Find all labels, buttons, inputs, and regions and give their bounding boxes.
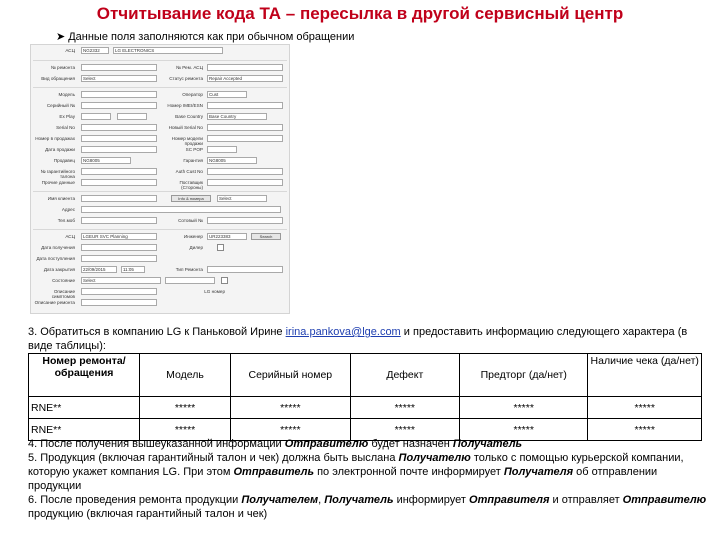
text-run: будет назначен (368, 438, 453, 450)
form-label: Описание ремонта (34, 300, 75, 305)
phone-type-select[interactable]: Select (217, 195, 267, 202)
paragraph-3-suffix: и предоставить информацию следующего характера (в виде таблицы): (28, 326, 688, 352)
form-label: SC POP (185, 147, 203, 152)
date-arrival-field[interactable] (81, 255, 157, 262)
search-button[interactable]: Search (251, 233, 281, 240)
form-row (31, 179, 289, 191)
form-label: Новый Serial No (168, 125, 203, 130)
divider (33, 191, 287, 192)
form-label: Дата поступления (36, 256, 75, 261)
form-label: Номер в продажах (35, 136, 75, 141)
new-serial-field[interactable] (207, 124, 283, 131)
form-label: № Рем. АСЦ (175, 65, 203, 70)
table-row (29, 397, 702, 419)
form-label: Serial No (56, 125, 75, 130)
role-receiver: Получателю (398, 452, 471, 464)
role-receiver: Получателя (503, 466, 574, 478)
form-label: Auth Cust No (175, 169, 203, 174)
table-cell: ***** (588, 419, 702, 441)
mobile-phone-field[interactable] (81, 217, 157, 224)
header-cell: Серийный номер (231, 354, 351, 397)
base-country-select[interactable]: Base Country (207, 113, 267, 120)
table-cell: RNE** (29, 419, 140, 441)
table-cell: ***** (459, 419, 587, 441)
time-field[interactable]: 11:05 (121, 266, 145, 273)
form-label: Тел.моб (57, 218, 75, 223)
header-cell: Модель (140, 354, 231, 397)
model-field[interactable] (81, 91, 157, 98)
state-select[interactable]: Select (81, 277, 161, 284)
lg-checkbox[interactable] (221, 277, 228, 284)
form-label: Инженер (183, 234, 203, 239)
form-label: Дата получения (41, 245, 75, 250)
visit-type-select[interactable]: Select (81, 75, 157, 82)
form-label: Описание симптомов (51, 289, 75, 299)
imei-field[interactable] (207, 102, 283, 109)
serial-no-field[interactable] (81, 124, 157, 131)
role-sender: Отправителя (469, 494, 550, 506)
form-label: Дата продажи (45, 147, 75, 152)
form-label: Состояние (52, 278, 75, 283)
role-sender: Отправитель (233, 466, 315, 478)
warranty-field[interactable]: NG8005 (207, 157, 257, 164)
role-sender: Отправителю (284, 438, 369, 450)
arrow-bullet-icon: ➤ (56, 31, 66, 43)
form-label: Статус ремонта (169, 76, 203, 81)
role-receiver: Получатель (324, 494, 394, 506)
date-received-field[interactable] (81, 244, 157, 251)
text-run: только с помощью курьерской компании, которую укажет компания LG. При этом (28, 452, 684, 478)
sale-model-field[interactable] (207, 135, 283, 142)
supplier-field[interactable] (207, 179, 283, 186)
paragraph-4 (28, 437, 708, 451)
form-label: Гарантия (183, 158, 203, 163)
header-cell: Дефект (350, 354, 459, 397)
form-row (31, 299, 289, 311)
sale-number-field[interactable] (81, 135, 157, 142)
header-cell: Наличие чека (да/нет) (588, 354, 702, 397)
form-label: Модель (58, 92, 75, 97)
form-label: Серийный № (46, 103, 75, 108)
header-cell: Номер ремонта/обращения (29, 354, 140, 397)
text-run: по электронной почте информирует (314, 466, 504, 478)
form-label: № ремонта (50, 65, 75, 70)
engineer-field[interactable]: UR223383 (207, 233, 247, 240)
text-run: и отправляет (549, 494, 623, 506)
text-run: 5. Продукция (включая гарантийный талон и чек) должна быть выслана (28, 452, 399, 464)
role-sender: Отправителю (622, 494, 707, 506)
serial-number-field[interactable] (81, 102, 157, 109)
ex-play-field[interactable] (81, 113, 111, 120)
form-label: Дилер (189, 245, 203, 250)
asc-select[interactable]: LGEUR SVC Planning (81, 233, 157, 240)
divider (33, 229, 287, 230)
auth-cust-field[interactable] (207, 168, 283, 175)
repair-status-select[interactable]: Repair Accepted (207, 75, 283, 82)
table-cell: RNE** (29, 397, 140, 419)
table-cell: ***** (350, 397, 459, 419)
slide-title: Отчитывание кода ТА – пересылка в другой сервисный центр (96, 4, 624, 23)
sc-pop-field[interactable] (207, 146, 237, 153)
repair-type-field[interactable] (207, 266, 283, 273)
text-run: информирует (393, 494, 470, 506)
address-field[interactable] (81, 206, 281, 213)
role-receiver: Получателем (241, 494, 319, 506)
divider (33, 60, 287, 61)
date-field[interactable]: 22/09/2015 (81, 266, 117, 273)
dealer-checkbox[interactable] (217, 244, 224, 251)
role-receiver: Получатель (452, 438, 523, 450)
state-extra-select[interactable] (165, 277, 215, 284)
form-label: Прочие данные (41, 180, 75, 185)
seller-field[interactable]: NG8005 (81, 157, 131, 164)
table-header-row (29, 354, 702, 397)
ex-play-extra-field[interactable] (117, 113, 147, 120)
asc-repair-number-field[interactable] (207, 64, 283, 71)
table-cell: ***** (350, 419, 459, 441)
symptoms-field[interactable] (81, 288, 157, 295)
email-link[interactable]: irina.pankova@lge.com (285, 326, 401, 338)
form-label: LG номер (204, 289, 225, 294)
operator-select[interactable]: Cust (207, 91, 247, 98)
text-run: , (318, 494, 325, 506)
instructions-block (28, 437, 708, 521)
form-label: Поставщик (Стороны) (179, 180, 203, 190)
form-label: Дата закрытия (43, 267, 75, 272)
form-label: Ex Play (59, 114, 75, 119)
repair-form-screenshot (30, 44, 290, 314)
bullet-text: Данные поля заполняются как при обычном обращении (68, 31, 355, 43)
asc-name-field[interactable]: LG ELECTRONICS (113, 47, 223, 54)
info-numbers-button[interactable]: Info & номера (171, 195, 211, 202)
form-label: Оператор (182, 92, 203, 97)
table-cell: ***** (588, 397, 702, 419)
text-run: об отправлении продукции (28, 466, 658, 492)
form-label: Номер модели продажи (171, 136, 203, 146)
repair-description-field[interactable] (81, 299, 157, 306)
sale-date-field[interactable] (81, 146, 157, 153)
form-row (31, 217, 289, 229)
form-label: АСЦ (65, 48, 75, 53)
paragraph-5 (28, 451, 708, 493)
form-row (31, 47, 289, 59)
other-data-field[interactable] (81, 179, 157, 186)
paragraph-6 (28, 493, 708, 521)
form-label: Имя клиента (47, 196, 75, 201)
form-label: № гарантийного талона (40, 169, 75, 179)
header-cell: Предторг (да/нет) (459, 354, 587, 397)
text-run: продукцию (включая гарантийный талон и чек) (28, 508, 268, 520)
table-cell: ***** (231, 419, 351, 441)
table-cell: ***** (140, 419, 231, 441)
info-table (28, 353, 702, 441)
form-label: АСЦ (65, 234, 75, 239)
repair-number-field[interactable] (81, 64, 157, 71)
form-label: Тип Ремонта (175, 267, 203, 272)
text-run: 6. После проведения ремонта продукции (28, 494, 242, 506)
bullet-line (56, 30, 354, 43)
table-cell: ***** (459, 397, 587, 419)
form-label: Адрес (61, 207, 75, 212)
text-run: 4. После получения вышеуказанной информации (28, 438, 285, 450)
asc-field[interactable]: NG2332 (81, 47, 109, 54)
warranty-card-field[interactable] (81, 168, 157, 175)
table-cell: ***** (231, 397, 351, 419)
paragraph-3-prefix: 3. Обратиться в компанию LG к Паньковой Ирине (28, 326, 286, 338)
table-cell: ***** (140, 397, 231, 419)
form-label: Номер IMEI/ESN (167, 103, 203, 108)
client-name-field[interactable] (81, 195, 157, 202)
form-label: Вид обращения (41, 76, 75, 81)
form-row (31, 75, 289, 87)
divider (33, 87, 287, 88)
paragraph-3 (28, 325, 708, 353)
form-label: Сотовый № (178, 218, 203, 223)
form-label: Продавец (53, 158, 75, 163)
cell-number-field[interactable] (207, 217, 283, 224)
form-label: Base Country (175, 114, 203, 119)
